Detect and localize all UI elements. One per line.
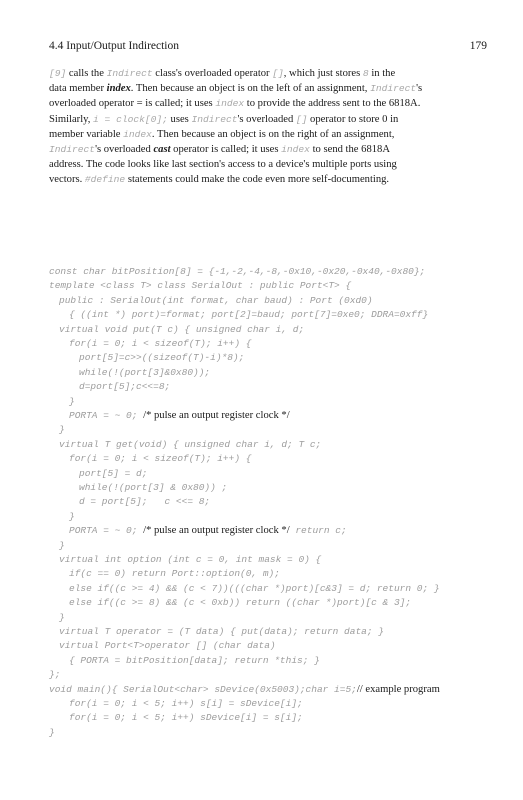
inline-code: []: [295, 113, 308, 125]
code-line: [59, 626, 384, 640]
code-line: [49, 727, 55, 741]
paragraph-text: uses: [167, 113, 192, 125]
paragraph-text: to send the 6818A: [309, 143, 390, 155]
code-text: }: [49, 726, 55, 738]
paragraph-line: [49, 112, 489, 127]
code-line: [69, 712, 303, 726]
paragraph-text: statements could make the code even more self-documenting.: [125, 174, 390, 186]
code-comment: // example program: [356, 683, 440, 695]
inline-code: Indirect: [191, 113, 238, 125]
code-text: virtual T get(void) { unsigned char i, d; T c;: [59, 438, 322, 450]
code-text: }: [59, 539, 65, 551]
code-text: port[5] = d;: [79, 467, 148, 479]
inline-code: i = clock[0];: [93, 113, 168, 125]
paragraph-text: in the: [368, 68, 396, 79]
code-text: template <class T> class SerialOut : public Port<T> {: [49, 280, 352, 292]
paragraph-line: [49, 81, 489, 96]
code-line: [59, 554, 321, 568]
paragraph-text: index: [106, 83, 131, 95]
inline-code: [9]: [49, 68, 67, 79]
code-text: if(c == 0) return Port::option(0, m);: [69, 568, 280, 580]
code-line: [69, 453, 251, 467]
inline-code: []: [272, 68, 284, 79]
paragraph-text: to provide the address sent to the 6818A.: [244, 98, 421, 110]
code-text: return c;: [289, 525, 347, 537]
code-line: [69, 597, 411, 611]
code-line: [69, 511, 75, 525]
code-text: else if((c >= 4) && (c < 7))(((char *)port)[c&3] = d; return 0; }: [69, 582, 440, 594]
paragraph-text: . Then because an object is on the right of an assignment,: [151, 128, 395, 140]
code-text: { PORTA = bitPosition[data]; return *this; }: [69, 654, 320, 666]
code-line: [59, 295, 373, 309]
code-comment: /* pulse an output register clock */: [143, 410, 290, 421]
inline-code: Indirect: [49, 143, 96, 155]
code-line: [79, 381, 170, 395]
code-line: [49, 280, 351, 294]
code-line: [79, 367, 210, 381]
paragraph-line: [49, 172, 489, 187]
paragraph-line: [49, 157, 489, 172]
code-text: public : SerialOut(int format, char baud) : Port (0xd0): [59, 294, 373, 306]
code-text: virtual void put(T c) { unsigned char i, d;: [59, 323, 305, 335]
page-number: 179: [469, 40, 487, 52]
code-line: [79, 496, 210, 510]
code-line: [49, 669, 60, 683]
code-text: for(i = 0; i < 5; i++) sDevice[i] = s[i];: [69, 712, 303, 724]
code-text: d=port[5];c<<=8;: [79, 381, 171, 393]
paragraph-text: , which just stores: [283, 68, 363, 79]
running-header: [49, 40, 487, 56]
paragraph-text: 's: [416, 83, 423, 95]
code-text: { ((int *) port)=format; port[2]=baud; port[7]=0xe0; DDRA=0xff}: [69, 309, 429, 321]
paragraph-text: vectors.: [49, 174, 85, 186]
code-text: }: [69, 510, 75, 522]
inline-code: index: [123, 128, 152, 140]
code-comment: /* pulse an output register clock */: [143, 525, 290, 537]
code-line: [49, 684, 440, 698]
code-text: for(i = 0; i < sizeof(T); i++) {: [69, 453, 252, 465]
code-line: [59, 540, 65, 554]
inline-code: index: [215, 98, 245, 110]
inline-code: index: [281, 143, 310, 155]
paragraph-line: [49, 96, 489, 111]
code-line: [59, 439, 321, 453]
code-text: }: [69, 395, 75, 407]
code-line: [69, 396, 75, 410]
code-line: [49, 266, 425, 280]
code-text: virtual Port<T>operator [] (char data): [59, 640, 276, 652]
code-line: [69, 410, 290, 424]
inline-code: Indirect: [370, 83, 417, 95]
code-line: [69, 655, 320, 669]
code-text: PORTA = ~ 0;: [69, 525, 144, 537]
body-paragraph: [49, 66, 489, 188]
code-text: }: [59, 424, 65, 436]
code-text: while(!(port[3] & 0x80)) ;: [79, 482, 228, 493]
inline-code: Indirect: [106, 68, 153, 79]
paragraph-text: data member: [49, 83, 107, 95]
inline-code: 8: [362, 68, 369, 79]
inline-code: #define: [84, 174, 126, 186]
paragraph-line: [49, 66, 489, 81]
code-text: else if((c >= 8) && (c < 0xb)) return ((char *)port)[c & 3];: [69, 597, 412, 609]
section-title: 4.4 Input/Output Indirection: [49, 40, 179, 52]
paragraph-text: 's overloaded: [237, 113, 296, 125]
paragraph-text: 's overloaded: [95, 143, 154, 155]
code-text: PORTA = ~ 0;: [69, 410, 144, 421]
code-text: for(i = 0; i < 5; i++) s[i] = sDevice[i];: [69, 698, 303, 709]
code-line: [79, 352, 244, 366]
code-text: }: [59, 611, 65, 623]
code-line: [59, 324, 304, 338]
paragraph-text: operator to store 0 in: [307, 113, 399, 125]
code-line: [69, 309, 428, 323]
code-text: void main(){ SerialOut<char> sDevice(0x5003);char i=5;: [49, 683, 357, 695]
code-text: virtual int option (int c = 0, int mask = 0) {: [59, 554, 322, 565]
paragraph-text: address. The code looks like last section's access to a device's multiple ports using: [49, 159, 397, 171]
code-text: const char bitPosition[8] = {-1,-2,-4,-8,-0x10,-0x20,-0x40,-0x80};: [49, 266, 426, 277]
code-line: [79, 482, 227, 496]
code-text: port[5]=c>>((sizeof(T)-i)*8);: [79, 352, 245, 364]
paragraph-line: [49, 127, 489, 142]
code-line: [79, 468, 147, 482]
paragraph-text: operator is called; it uses: [170, 143, 282, 155]
code-text: d = port[5]; c <<= 8;: [79, 496, 211, 508]
code-text: virtual T operator = (T data) { put(data); return data; }: [59, 626, 384, 637]
paragraph-text: overloaded operator = is called; it uses: [49, 98, 216, 110]
paragraph-text: cast: [153, 143, 171, 155]
code-line: [69, 568, 280, 582]
code-line: [69, 525, 347, 539]
paragraph-text: . Then because an object is on the left of an assignment,: [130, 83, 371, 95]
paragraph-text: calls the: [66, 68, 107, 79]
code-line: [59, 424, 65, 438]
paragraph-text: Similarly,: [49, 113, 94, 125]
paragraph-text: member variable: [49, 128, 124, 140]
code-line: [59, 640, 276, 654]
code-line: [69, 698, 303, 712]
code-text: for(i = 0; i < sizeof(T); i++) {: [69, 338, 252, 349]
code-text: while(!(port[3]&0x80));: [79, 366, 211, 378]
code-line: [69, 338, 251, 352]
paragraph-text: class's overloaded operator: [152, 68, 273, 79]
code-text: };: [49, 669, 61, 681]
code-line: [59, 612, 65, 626]
paragraph-line: [49, 142, 489, 157]
code-line: [69, 583, 440, 597]
